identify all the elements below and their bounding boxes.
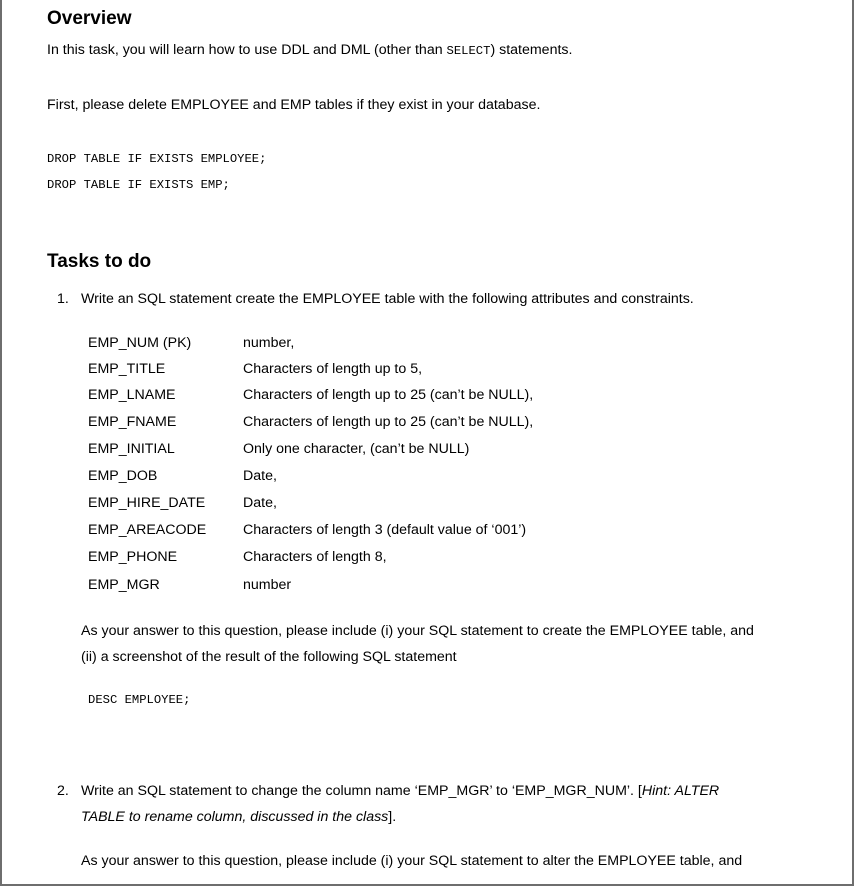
- attr-desc: Characters of length 3 (default value of ‘001’): [243, 522, 527, 538]
- attr-desc: Date,: [243, 468, 277, 484]
- task2-hint-rest: TABLE to rename column, discussed in the class: [81, 809, 389, 825]
- task2-number: 2.: [57, 783, 69, 799]
- task1-answer-line2: (ii) a screenshot of the result of the following SQL statement: [81, 649, 457, 665]
- attr-name: EMP_LNAME: [88, 387, 176, 403]
- overview-first-line: First, please delete EMPLOYEE and EMP tables if they exist in your database.: [47, 97, 541, 113]
- attr-name: EMP_PHONE: [88, 549, 178, 565]
- attr-desc: Characters of length 8,: [243, 549, 387, 565]
- task1-text: Write an SQL statement create the EMPLOYEE table with the following attributes and constraints.: [81, 291, 694, 307]
- code-line-drop-employee: DROP TABLE IF EXISTS EMPLOYEE;: [47, 152, 267, 166]
- overview-intro: [47, 42, 572, 58]
- attr-desc: Characters of length up to 5,: [243, 361, 423, 377]
- task2-line1: [81, 783, 719, 799]
- code-line-drop-emp: DROP TABLE IF EXISTS EMP;: [47, 178, 230, 192]
- tasks-heading: Tasks to do: [47, 251, 152, 272]
- task1-number: 1.: [57, 291, 69, 307]
- intro-code-select: SELECT: [446, 44, 491, 58]
- attr-desc: Characters of length up to 25 (can’t be NULL),: [243, 414, 534, 430]
- task2-line2-end: ].: [388, 809, 397, 825]
- attr-name: EMP_INITIAL: [88, 441, 175, 457]
- attr-desc: number: [243, 577, 292, 593]
- attr-name: EMP_MGR: [88, 577, 160, 593]
- attr-desc: Only one character, (can’t be NULL): [243, 441, 470, 457]
- intro-text-before: In this task, you will learn how to use DDL and DML (other than: [47, 42, 447, 58]
- attr-name: EMP_HIRE_DATE: [88, 495, 206, 511]
- overview-heading: Overview: [47, 8, 132, 29]
- task2-hint-start: Hint: ALTER: [641, 783, 720, 799]
- task1-answer-line1: As your answer to this question, please include (i) your SQL statement to create the EMPLOYEE table, and: [81, 623, 754, 639]
- attr-desc: Date,: [243, 495, 277, 511]
- intro-text-after: ) statements.: [490, 42, 573, 58]
- task2-answer-line1: As your answer to this question, please include (i) your SQL statement to alter the EMPLOYEE table, and: [81, 853, 743, 869]
- task2-line2: [81, 809, 396, 825]
- attr-name: EMP_TITLE: [88, 361, 166, 377]
- attr-name: EMP_FNAME: [88, 414, 177, 430]
- task2-text: Write an SQL statement to change the column name ‘EMP_MGR’ to ‘EMP_MGR_NUM’. [: [81, 783, 642, 799]
- attr-name: EMP_NUM (PK): [88, 335, 192, 351]
- code-desc-employee: DESC EMPLOYEE;: [88, 693, 191, 707]
- attr-name: EMP_DOB: [88, 468, 158, 484]
- attr-desc: Characters of length up to 25 (can’t be NULL),: [243, 387, 534, 403]
- attr-desc: number,: [243, 335, 295, 351]
- attr-name: EMP_AREACODE: [88, 522, 207, 538]
